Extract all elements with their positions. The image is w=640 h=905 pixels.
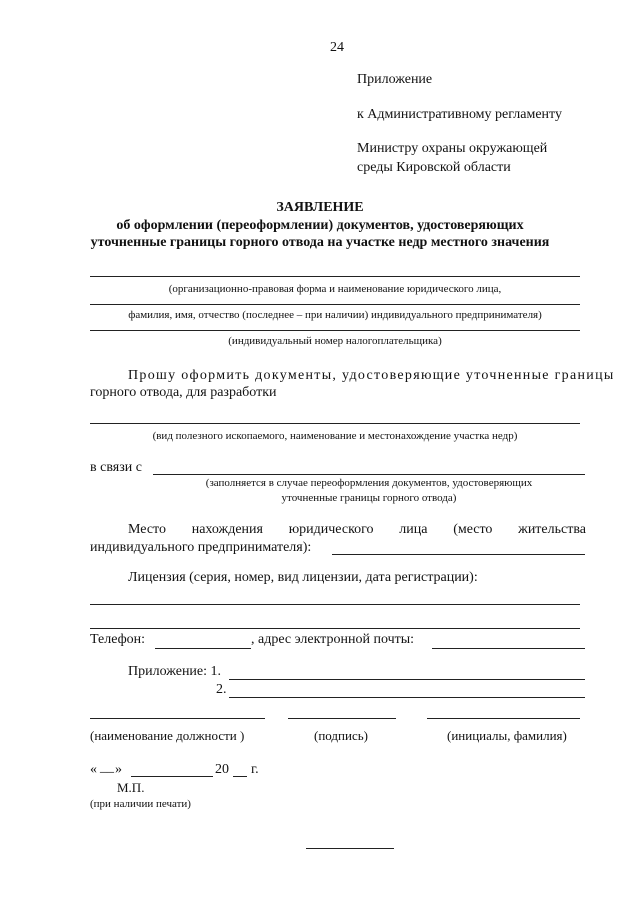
date-year-prefix: 20 xyxy=(215,762,229,777)
request-text-1: Прошу оформить документы, удостоверяющие уточненные границы xyxy=(128,368,615,383)
inn-caption: (индивидуальный номер налогоплательщика) xyxy=(228,335,442,347)
in-connection-line[interactable] xyxy=(153,474,585,475)
license-label: Лицензия (серия, номер, вид лицензии, дата регистрации): xyxy=(128,570,478,585)
appendix-label: Приложение xyxy=(357,72,433,87)
initials-caption: (инициалы, фамилия) xyxy=(447,728,567,743)
email-line[interactable] xyxy=(432,648,585,649)
org-name-line[interactable] xyxy=(90,276,580,277)
date-day-blank[interactable]: __ xyxy=(100,760,114,775)
location-line-1 xyxy=(128,522,586,538)
appendix-regulation: к Административному регламенту xyxy=(357,107,562,122)
reissue-caption-2: уточненные границы горного отвода) xyxy=(281,492,457,504)
page-number: 24 xyxy=(330,40,344,55)
position-caption: (наименование должности ) xyxy=(90,728,245,743)
location-word-3: юридического xyxy=(288,522,374,537)
request-line-1 xyxy=(128,368,615,384)
inn-line[interactable] xyxy=(90,330,580,331)
signature-line[interactable] xyxy=(288,718,396,719)
reissue-caption-1: (заполняется в случае переоформления документов, удостоверяющих xyxy=(205,477,533,489)
appendix-addressee-2: среды Кировской области xyxy=(357,160,511,175)
location-word-5: (место xyxy=(453,522,493,537)
org-caption: (организационно-правовая форма и наименование юридического лица, xyxy=(168,283,502,295)
signature-caption: (подпись) xyxy=(314,728,368,743)
document-subtitle-2: уточненные границы горного отвода на участке недр местного значения xyxy=(90,235,550,250)
phone-line[interactable] xyxy=(155,648,251,649)
date-year-suffix: г. xyxy=(251,762,259,777)
location-word-1: Место xyxy=(128,522,166,537)
attachment-line-2[interactable] xyxy=(229,697,585,698)
location-word-2: нахождения xyxy=(191,522,263,537)
document-title: ЗАЯВЛЕНИЕ xyxy=(276,200,364,215)
closing-rule xyxy=(306,848,394,849)
attachment-number-2: 2. xyxy=(216,682,227,697)
mineral-line[interactable] xyxy=(90,423,580,424)
date-month-line[interactable] xyxy=(131,776,213,777)
document-subtitle-1: об оформлении (переоформлении) документов, удостоверяющих xyxy=(116,218,524,233)
attachment-line-1[interactable] xyxy=(229,679,585,680)
stamp-note: (при наличии печати) xyxy=(90,798,191,810)
appendix-addressee-1: Министру охраны окружающей xyxy=(357,141,548,156)
request-text-2: горного отвода, для разработки xyxy=(90,385,277,400)
stamp-label: М.П. xyxy=(117,780,145,795)
attachment-label: Приложение: 1. xyxy=(128,664,222,679)
date-open-quote: « xyxy=(90,762,97,777)
location-word-6: жительства xyxy=(518,522,586,537)
email-label: , адрес электронной почты: xyxy=(251,632,415,647)
phone-label: Телефон: xyxy=(90,632,146,647)
initials-line[interactable] xyxy=(427,718,580,719)
fio-line[interactable] xyxy=(90,304,580,305)
license-line-1[interactable] xyxy=(90,604,580,605)
in-connection-label: в связи с xyxy=(90,460,142,475)
position-line[interactable] xyxy=(90,718,265,719)
location-text-2: индивидуального предпринимателя): xyxy=(90,540,312,555)
date-close-quote: » xyxy=(115,762,122,777)
mineral-caption: (вид полезного ископаемого, наименование и местонахождение участка недр) xyxy=(152,430,518,442)
fio-caption: фамилия, имя, отчество (последнее – при наличии) индивидуального предпринимателя) xyxy=(128,309,542,321)
location-word-4: лица xyxy=(399,522,428,537)
location-line[interactable] xyxy=(332,554,585,555)
license-line-2[interactable] xyxy=(90,628,580,629)
date-year-line[interactable] xyxy=(233,776,247,777)
